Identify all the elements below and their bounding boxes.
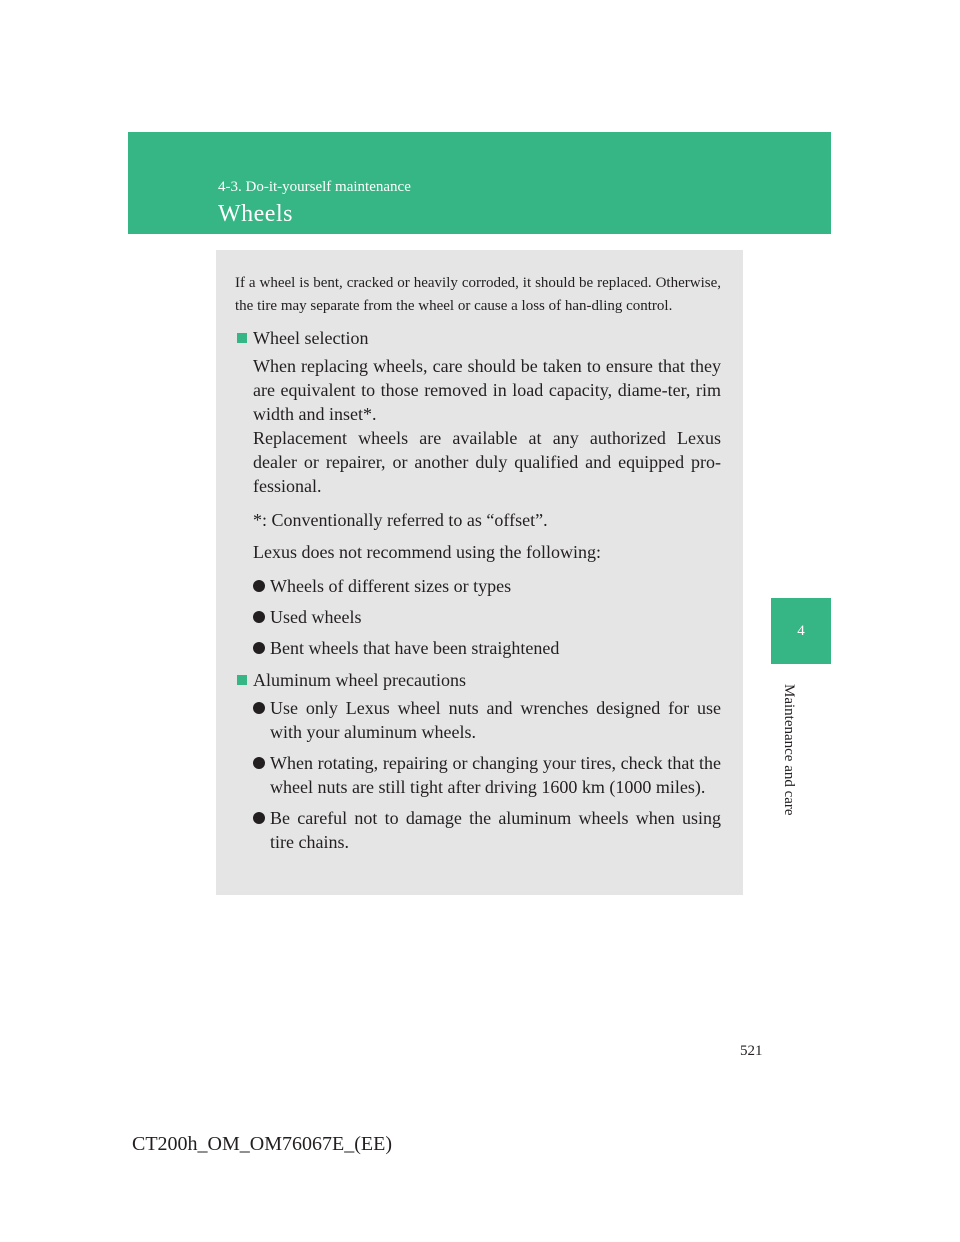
document-id: CT200h_OM_OM76067E_(EE) — [132, 1133, 392, 1155]
chapter-tab: 4 — [771, 598, 831, 664]
list-item — [253, 806, 721, 854]
square-bullet-icon — [237, 675, 247, 685]
content-box — [216, 250, 743, 895]
list-item — [253, 574, 721, 598]
bullet-dot-icon — [253, 757, 265, 769]
wheel-selection-heading — [235, 326, 721, 350]
list-item — [253, 696, 721, 744]
aluminum-heading — [235, 668, 721, 692]
bullet-dot-icon — [253, 702, 265, 714]
bullet-dot-icon — [253, 642, 265, 654]
bullet-dot-icon — [253, 580, 265, 592]
aluminum-heading-text: Aluminum wheel precautions — [253, 670, 466, 690]
list-item-text: Use only Lexus wheel nuts and wrenches designed for use with your aluminum wheels. — [270, 698, 721, 742]
list-item — [253, 636, 721, 660]
list-item — [253, 605, 721, 629]
bullet-dot-icon — [253, 812, 265, 824]
square-bullet-icon — [237, 333, 247, 343]
list-item-text: Be careful not to damage the aluminum wheels when using tire chains. — [270, 808, 721, 852]
section-label: 4-3. Do-it-yourself maintenance — [218, 179, 411, 195]
list-item-text: Wheels of different sizes or types — [270, 576, 512, 596]
list-item-text: Used wheels — [270, 607, 362, 627]
wheel-selection-heading-text: Wheel selection — [253, 328, 369, 348]
wheel-selection-para-2: Replacement wheels are available at any authorized Lexus dealer or repairer, or another duly qualified and equipped pro-fessional. — [253, 428, 721, 496]
intro-text: If a wheel is bent, cracked or heavily corroded, it should be replaced. Otherwise, the tire may separate from the wheel or cause a loss of han-dling control. — [235, 275, 721, 314]
chapter-label: Maintenance and care — [781, 684, 797, 816]
list-item-text: When rotating, repairing or changing your tires, check that the wheel nuts are still tight after driving 1600 km (1000 miles). — [270, 753, 721, 797]
not-recommended-intro: Lexus does not recommend using the following: — [253, 542, 601, 562]
page-title: Wheels — [218, 201, 293, 227]
list-item-text: Bent wheels that have been straightened — [270, 638, 560, 658]
offset-footnote: *: Conventionally referred to as “offset”. — [253, 510, 548, 530]
header-band — [128, 132, 831, 234]
wheel-selection-para-1: When replacing wheels, care should be taken to ensure that they are equivalent to those removed in load capacity, diame-ter, rim width and inset*. — [253, 356, 721, 424]
bullet-dot-icon — [253, 611, 265, 623]
page-number: 521 — [740, 1043, 763, 1059]
list-item — [253, 751, 721, 799]
